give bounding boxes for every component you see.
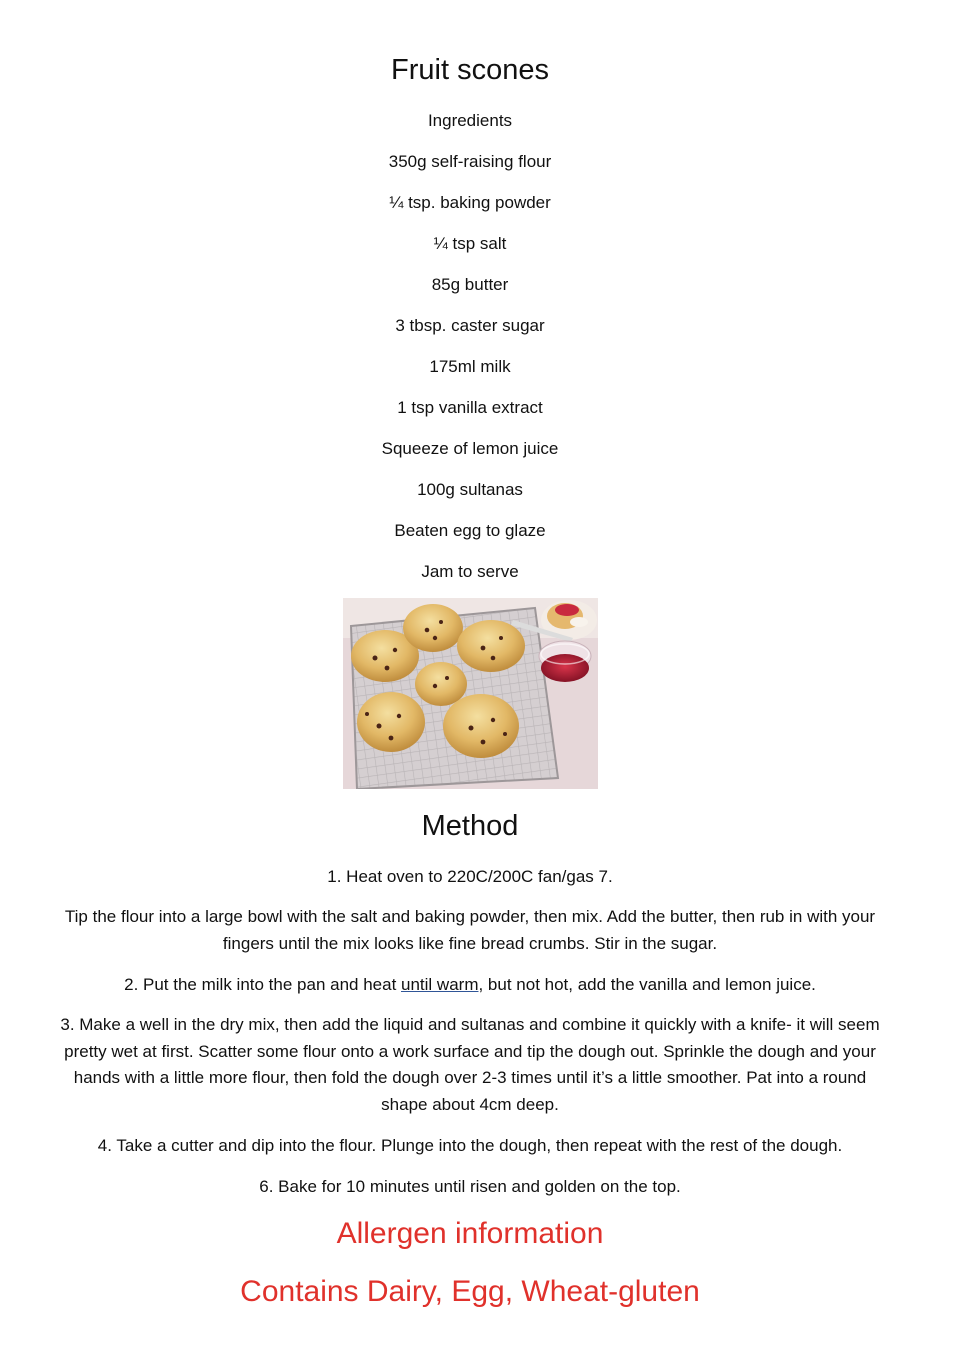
ingredient-item: 100g sultanas xyxy=(417,480,523,499)
ingredient-item: 85g butter xyxy=(431,275,509,294)
ingredient-item: 350g self-raising flour xyxy=(388,152,552,171)
method-step-6: 6. Bake for 10 minutes until risen and golden on the top. xyxy=(259,1177,681,1196)
method-step-1b: Tip the flour into a large bowl with the salt and baking powder, then mix. Add the butter, then rub in with your fingers until the mix looks like fine bread crumbs. Stir in the sugar. xyxy=(64,907,876,953)
ingredient-item: ¼ tsp. baking powder xyxy=(389,193,551,212)
ingredients-heading: Ingredients xyxy=(427,111,513,130)
allergen-contains: Contains Dairy, Egg, Wheat-gluten xyxy=(240,1275,700,1308)
method-step-2 xyxy=(50,972,890,999)
ingredients-list xyxy=(0,151,940,602)
ingredient-item: 3 tbsp. caster sugar xyxy=(395,316,545,335)
method-step-3: 3. Make a well in the dry mix, then add the liquid and sultanas and combine it quickly with a knife- it will seem pretty wet at first. Scatter some flour onto a work surface and tip the dough out. Sprinkle the dough and your hands with a little more flour, then fold the dough over 2-3 times until it’s a little smoother. Pat into a round shape about 4cm deep. xyxy=(60,1015,880,1114)
page-title: Fruit scones xyxy=(391,54,549,86)
method-step-2-text-end: , but not hot, add the vanilla and lemon juice. xyxy=(478,975,816,994)
ingredient-item: 1 tsp vanilla extract xyxy=(397,398,543,417)
ingredient-item: 175ml milk xyxy=(429,357,511,376)
ingredient-item: ¼ tsp salt xyxy=(433,234,507,253)
method-heading: Method xyxy=(421,810,519,842)
allergen-heading: Allergen information xyxy=(336,1217,604,1250)
ingredient-item: Beaten egg to glaze xyxy=(394,521,546,540)
method-step-1: 1. Heat oven to 220C/200C fan/gas 7. xyxy=(327,867,613,886)
method-step-2-text: 2. Put the milk into the pan and heat xyxy=(124,975,402,994)
method-step-2-underlined: until warm xyxy=(401,975,479,994)
ingredient-item: Jam to serve xyxy=(421,562,519,581)
scones-photo xyxy=(343,598,598,789)
ingredient-item: Squeeze of lemon juice xyxy=(381,439,559,458)
method-step-4: 4. Take a cutter and dip into the flour. Plunge into the dough, then repeat with the rest of the dough. xyxy=(97,1136,843,1155)
